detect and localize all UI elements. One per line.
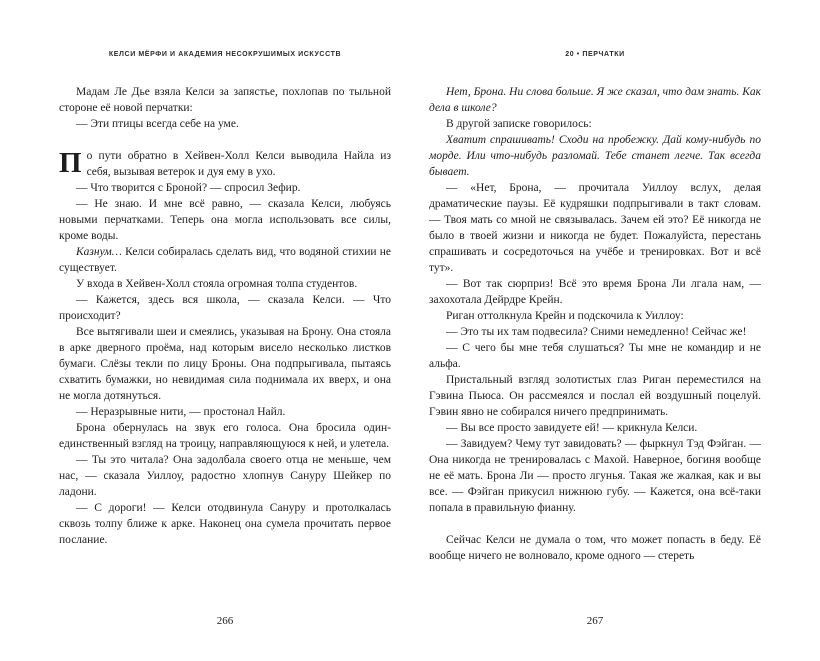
paragraph: — Это ты их там подвесила? Сними немедленно! Сейчас же! bbox=[446, 326, 747, 338]
paragraph: Хватит спрашивать! Сходи на пробежку. Дай кому-нибудь по морде. Или что-нибудь разломай. Тебе станет легче. Так всегда бывает. bbox=[429, 134, 761, 178]
paragraph: — С дороги! — Келси отодвинула Сануру и протолкалась сквозь толпу ближе к арке. Наконец она сумела прочитать первое послание. bbox=[59, 502, 391, 546]
paragraph: — Кажется, здесь вся школа, — сказала Келси. — Что происходит? bbox=[59, 294, 391, 322]
paragraph: — Неразрывные нити, — простонал Найл. bbox=[76, 406, 286, 418]
paragraph: Все вытягивали шеи и смеялись, указывая на Брону. Она стояла в арке дверного проёма, над которым висело несколько листков бумаги. Слёзы текли по лицу Броны. Она подпрыгивала, пытаясь схватить бумажки, но невидимая сила поднимала их вверх, и она не могла дотянуться. bbox=[59, 326, 391, 402]
paragraph: — Ты это читала? Она задолбала своего отца не меньше, чем нас, — сказала Уиллоу, радостно хлопнув Сануру Шейкер по ладони. bbox=[59, 454, 391, 498]
page-number-right: 267 bbox=[586, 615, 604, 627]
paragraph-text: Келси собиралась сделать вид, что водяной стихии не существует. bbox=[59, 246, 391, 274]
right-page-text bbox=[429, 84, 761, 564]
left-page-text bbox=[59, 84, 391, 548]
page-number-left: 266 bbox=[216, 615, 234, 627]
paragraph: Нет, Брона. Ни слова больше. Я же сказал, что дам знать. Как дела в школе? bbox=[429, 86, 761, 114]
running-header-right: 20 • ПЕРЧАТКИ bbox=[565, 51, 625, 58]
paragraph: — Завидуем? Чему тут завидовать? — фыркнул Тэд Фэйган. — Она никогда не тренировалась с Махой. Наверное, богиня вообще не её мать. Брона Ли — просто лгунья. Такая же жалкая, как и вы все. — Фэйган прикусил нижнюю губу. — Кажется, она всё-таки попала в правильную фианну. bbox=[429, 438, 761, 514]
running-header-left: КЕЛСИ МЁРФИ И АКАДЕМИЯ НЕСОКРУШИМЫХ ИСКУССТВ bbox=[108, 51, 342, 58]
paragraph: Риган оттолкнула Крейн и подскочила к Уиллоу: bbox=[446, 310, 684, 322]
paragraph: — Вы все просто завидуете ей! — крикнула Келси. bbox=[446, 422, 698, 434]
paragraph: В другой записке говорилось: bbox=[446, 118, 592, 130]
paragraph: — С чего бы мне тебя слушаться? Ты мне не командир и не альфа. bbox=[429, 342, 761, 370]
drop-cap-letter: П bbox=[59, 147, 82, 179]
left-page bbox=[59, 51, 391, 628]
paragraph: Брона обернулась на звук его голоса. Она бросила один-единственный взгляд на троицу, направляющуюся к ней, и улетела. bbox=[59, 422, 391, 450]
paragraph: — Не знаю. И мне всё равно, — сказала Келси, любуясь новыми перчатками. Теперь она могла использовать все силы, кроме воды. bbox=[59, 198, 391, 242]
paragraph: — «Нет, Брона, — прочитала Уиллоу вслух, делая драматические паузы. Её кудряшки подпрыгивали в такт словам. — Твоя мать со мной не связывалась. Зачем ей это? Её никогда не было в твоей жизни и никогда не будет. Пожалуйста, перестань спрашивать и сосредоточься на учёбе и тренировках. Вот и всё тут». bbox=[429, 182, 761, 274]
paragraph bbox=[59, 244, 391, 276]
paragraph bbox=[59, 148, 391, 180]
paragraph: — Что творится с Броной? — спросил Зефир. bbox=[76, 182, 301, 194]
right-page bbox=[429, 51, 761, 628]
paragraph: У входа в Хейвен-Холл стояла огромная толпа студентов. bbox=[76, 278, 358, 290]
paragraph: — Вот так сюрприз! Всё это время Брона Ли лгала нам, — захохотала Дейрдре Крейн. bbox=[429, 278, 761, 306]
paragraph-text: о пути обратно в Хейвен-Холл Келси выводила Найла из себя, вызывая ветерок и дуя ему в ухо. bbox=[86, 150, 391, 178]
paragraph: Мадам Ле Дье взяла Келси за запястье, похлопав по тыльной стороне её новой перчатки: bbox=[59, 86, 391, 114]
italic-lead: Казнум… bbox=[76, 246, 122, 258]
paragraph: Пристальный взгляд золотистых глаз Риган переместился на Гэвина Пьюса. Он рассмеялся и послал ей воздушный поцелуй. Гэвин явно не собирался ничего предпринимать. bbox=[429, 374, 761, 418]
paragraph: Сейчас Келси не думала о том, что может попасть в беду. Её вообще ничего не волновало, кроме одного — стереть bbox=[429, 534, 761, 562]
paragraph: — Эти птицы всегда себе на уме. bbox=[76, 118, 239, 130]
